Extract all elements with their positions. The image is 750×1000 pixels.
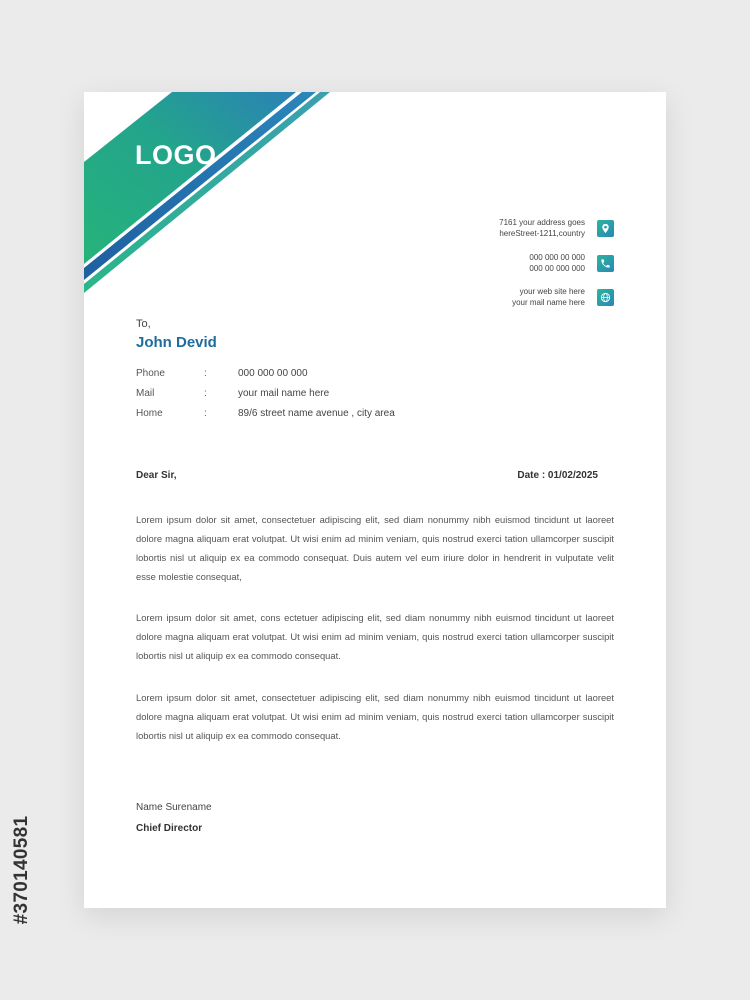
phone-icon <box>597 255 614 272</box>
letterhead-page <box>84 92 666 908</box>
info-label: Home <box>136 408 163 419</box>
info-label: Mail <box>136 388 155 399</box>
info-colon: : <box>204 388 207 399</box>
info-row-home <box>136 408 395 419</box>
phone-line-2: 000 00 000 000 <box>529 263 585 273</box>
greeting: Dear Sir, <box>136 470 177 481</box>
logo: LOGO <box>135 140 217 170</box>
letter-date: Date : 01/02/2025 <box>517 470 598 481</box>
location-pin-icon <box>597 220 614 237</box>
body-paragraph-2: Lorem ipsum dolor sit amet, cons ectetuer adipiscing elit, sed diam nonummy nibh euismod tincidunt ut laoreet dolore magna aliquam erat volutpat. Ut wisi enim ad minim veniam, quis nostrud exerci tation ullamcorper suscipit lobortis nisl ut aliquip ex ea commodo consequat. <box>136 612 614 661</box>
contact-phone <box>529 253 614 274</box>
info-colon: : <box>204 408 207 419</box>
signature-name: Name Surename <box>136 802 212 813</box>
phone-line-1: 000 000 00 000 <box>529 253 585 262</box>
contact-address <box>499 218 614 239</box>
globe-icon <box>597 289 614 306</box>
recipient-name: John Devid <box>136 334 217 351</box>
body-paragraph-1: Lorem ipsum dolor sit amet, consectetuer adipiscing elit, sed diam nonummy nibh euismod tincidunt ut laoreet dolore magna aliquam erat volutpat. Ut wisi enim ad minim veniam, quis nostrud exerci tation ullamcorper suscipit lobortis nisl ut aliquip ex ea commodo consequat. Duis autem vel eum iriure dolor in hendrerit in vulputate velit esse molestie consequat, <box>136 514 614 582</box>
info-row-phone <box>136 368 308 379</box>
info-value: 89/6 street name avenue , city area <box>238 408 395 419</box>
info-row-mail <box>136 388 329 399</box>
signature-title: Chief Director <box>136 823 203 834</box>
info-colon: : <box>204 368 207 379</box>
info-value: 000 000 00 000 <box>238 368 308 379</box>
corner-ribbon-graphic <box>84 92 344 302</box>
info-value: your mail name here <box>238 388 330 399</box>
info-label: Phone <box>136 368 165 379</box>
stock-id-text: #370140581 <box>11 815 32 925</box>
mail-line: your mail name here <box>512 297 585 307</box>
body-paragraph-3: Lorem ipsum dolor sit amet, consectetuer adipiscing elit, sed diam nonummy nibh euismod tincidunt ut laoreet dolore magna aliquam erat volutpat. Ut wisi enim ad minim veniam, quis nostrud exerci tation ullamcorper suscipit lobortis nisl ut aliquip ex ea commodo consequat. <box>136 692 614 741</box>
stock-id-label <box>8 770 38 970</box>
address-line-1: 7161 your address goes <box>499 218 585 227</box>
address-line-2: hereStreet-1211,country <box>499 228 585 238</box>
contact-web <box>512 287 614 308</box>
to-label: To, <box>136 318 151 330</box>
website-line: your web site here <box>519 287 585 296</box>
